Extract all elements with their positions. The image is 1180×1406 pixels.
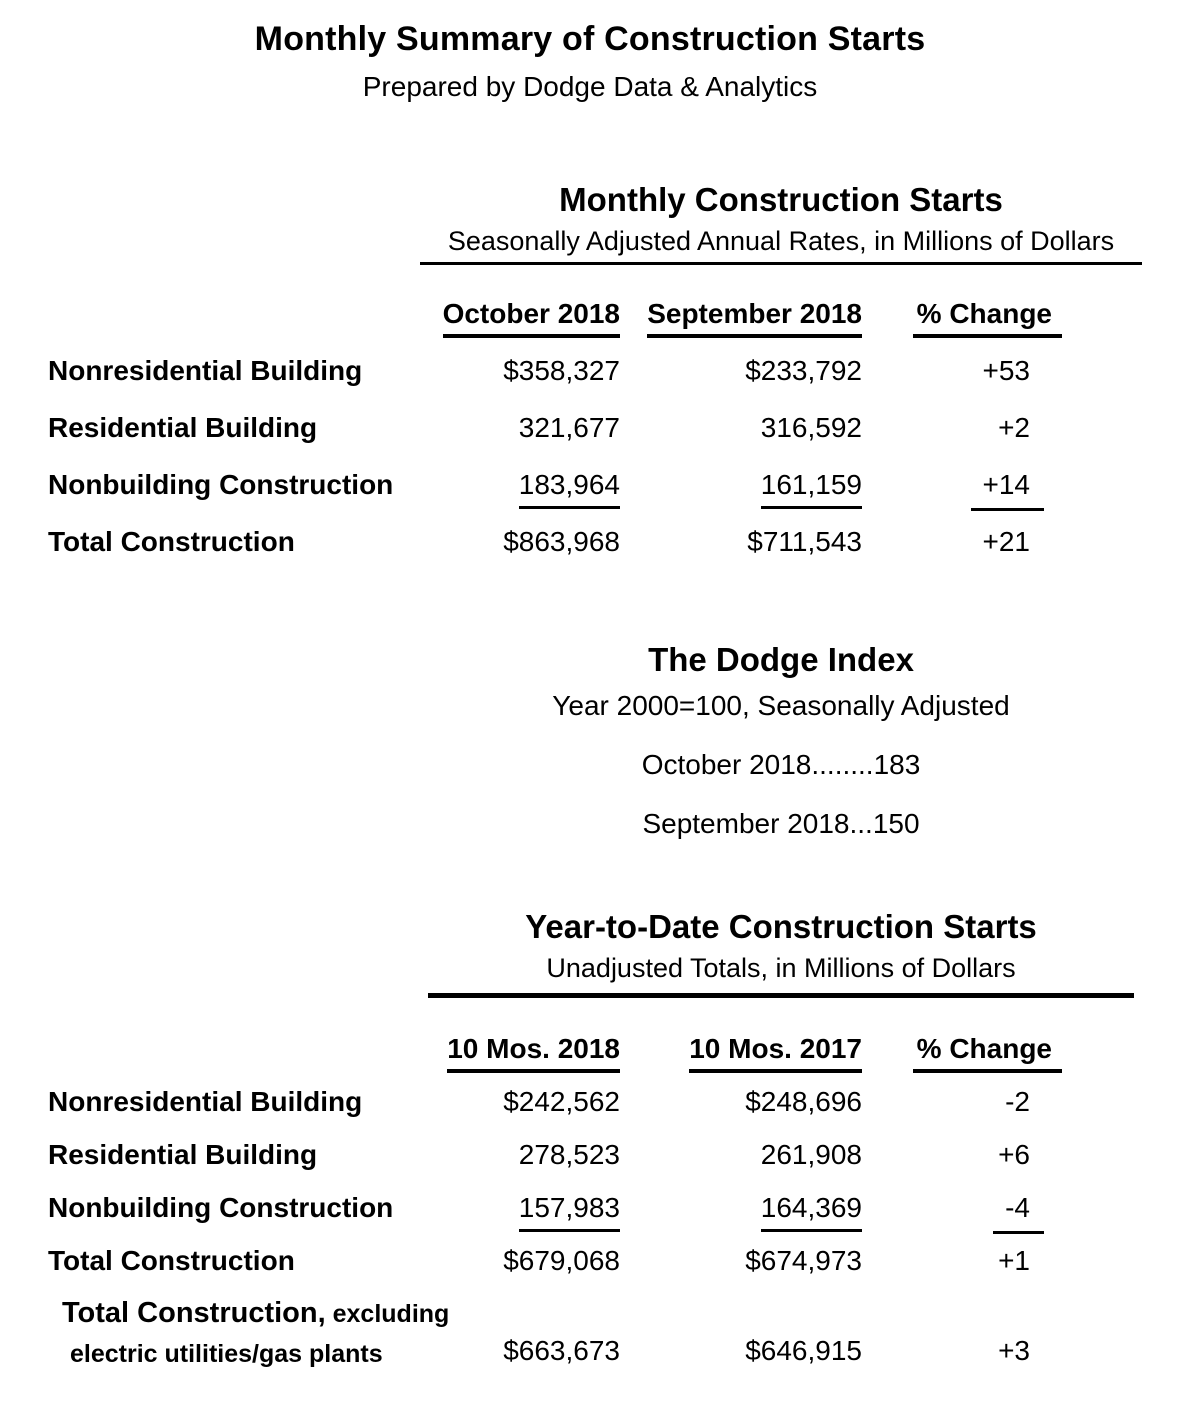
ytd-row-value: 164,369	[620, 1192, 862, 1245]
ytd-row-label: Total Construction	[48, 1245, 295, 1276]
dodge-index-subtitle: Year 2000=100, Seasonally Adjusted	[552, 690, 1010, 721]
ytd-row-label: Nonresidential Building	[48, 1086, 363, 1117]
document-subtitle: Prepared by Dodge Data & Analytics	[362, 71, 818, 102]
monthly-row-change: +21	[982, 526, 1030, 557]
document-header	[0, 20, 1180, 103]
dodge-index-title: The Dodge Index	[648, 641, 914, 678]
monthly-row-value: $233,792	[745, 355, 862, 386]
monthly-row-value: 161,159	[620, 469, 862, 526]
ytd-extra-row-value: $646,915	[745, 1335, 862, 1366]
ytd-row-value: $679,068	[503, 1245, 620, 1276]
ytd-row-value: 278,523	[518, 1139, 620, 1170]
monthly-row-change: +2	[998, 412, 1030, 443]
monthly-row-label: Nonbuilding Construction	[48, 469, 394, 500]
ytd-row-change: -2	[1005, 1086, 1030, 1117]
ytd-row-change: +1	[998, 1245, 1030, 1276]
monthly-row-value: $863,968	[503, 526, 620, 557]
ytd-section-title: Year-to-Date Construction Starts	[525, 908, 1037, 945]
monthly-row-label: Residential Building	[48, 412, 318, 443]
monthly-header-col1: October 2018	[420, 298, 620, 355]
dodge-index-entry: October 2018........183	[641, 749, 921, 780]
dodge-index-section	[420, 641, 1142, 840]
ytd-header-change: % Change	[862, 1033, 1062, 1086]
monthly-subtitle-rule	[420, 262, 1142, 265]
ytd-section-subtitle: Unadjusted Totals, in Millions of Dollars	[546, 953, 1016, 983]
document-title: Monthly Summary of Construction Starts	[254, 20, 926, 58]
monthly-row-change: +53	[982, 355, 1030, 386]
monthly-section-title: Monthly Construction Starts	[559, 181, 1003, 218]
ytd-table	[0, 1033, 1062, 1298]
ytd-extra-row-label-line1: Total Construction, excluding	[62, 1297, 450, 1329]
monthly-row-label: Total Construction	[48, 526, 295, 557]
ytd-row-value: $242,562	[503, 1086, 620, 1117]
monthly-header-spacer	[0, 298, 420, 355]
ytd-extra-row-label-line2: electric utilities/gas plants	[70, 1340, 383, 1368]
ytd-header-spacer	[0, 1033, 420, 1086]
ytd-extra-row-value: $663,673	[503, 1335, 620, 1366]
ytd-row-value: 157,983	[420, 1192, 620, 1245]
ytd-row-label: Residential Building	[48, 1139, 318, 1170]
monthly-section-subtitle: Seasonally Adjusted Annual Rates, in Millions of Dollars	[447, 226, 1115, 256]
monthly-row-value: $711,543	[747, 526, 862, 557]
ytd-section-header	[420, 908, 1142, 998]
ytd-row-value: $248,696	[745, 1086, 862, 1117]
ytd-row-label: Nonbuilding Construction	[48, 1192, 394, 1223]
ytd-header-col2: 10 Mos. 2017	[620, 1033, 862, 1086]
ytd-header-col1: 10 Mos. 2018	[420, 1033, 620, 1086]
ytd-row-value: $674,973	[745, 1245, 862, 1276]
monthly-section-header	[420, 181, 1142, 265]
ytd-extra-row	[0, 1297, 1062, 1369]
ytd-extra-row-label	[0, 1297, 450, 1369]
ytd-row-change: -4	[862, 1192, 1062, 1245]
monthly-row-value: $358,327	[503, 355, 620, 386]
monthly-row-change: +14	[862, 469, 1062, 526]
ytd-row-change: +6	[998, 1139, 1030, 1170]
monthly-header-col2: September 2018	[620, 298, 862, 355]
monthly-row-value: 316,592	[760, 412, 862, 443]
monthly-row-value: 321,677	[518, 412, 620, 443]
dodge-index-entry: September 2018...150	[642, 808, 920, 839]
monthly-table	[0, 298, 1062, 583]
ytd-extra-row-change: +3	[998, 1335, 1030, 1366]
monthly-row-label: Nonresidential Building	[48, 355, 363, 386]
ytd-row-value: 261,908	[760, 1139, 862, 1170]
monthly-header-change: % Change	[862, 298, 1062, 355]
monthly-row-value: 183,964	[420, 469, 620, 526]
ytd-subtitle-rule	[428, 993, 1134, 998]
